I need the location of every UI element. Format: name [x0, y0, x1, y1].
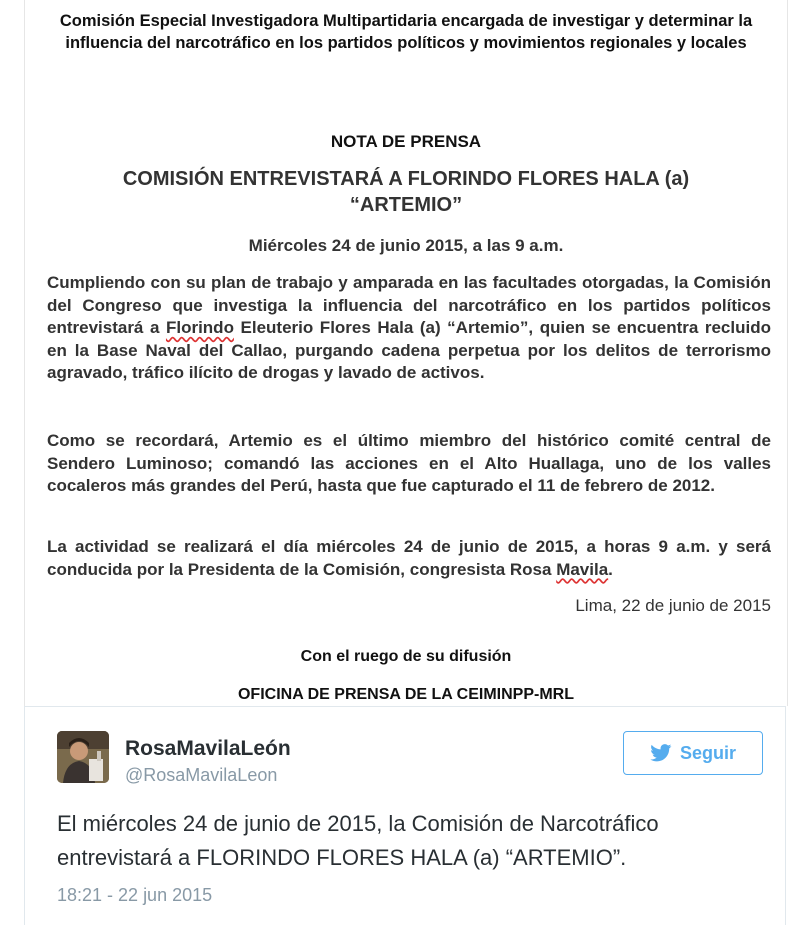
paragraph-1: [47, 272, 771, 385]
press-office-signature: OFICINA DE PRENSA DE LA CEIMINPP-MRL: [237, 686, 574, 703]
paragraph-1-end: Eleuterio Flores Hala (a) “Artemio”, quien se encuentra recluido en la Base Naval del Callao, purgando cadena perpetua por los delitos de terrorismo agravado, tráfico ilícito de drogas y lavado de activos.: [47, 318, 771, 383]
follow-button-label: Seguir: [679, 742, 736, 763]
paragraph-3: [47, 536, 771, 581]
press-release-document: [24, 0, 788, 706]
press-release-title: COMISIÓN ENTREVISTARÁ A FLORINDO FLORES HALA (a) “ARTEMIO”: [122, 168, 690, 216]
place-date: Lima, 22 de junio de 2015: [575, 596, 771, 615]
twitter-bird-icon: [650, 744, 672, 762]
paragraph-3-end: .: [608, 559, 613, 579]
avatar[interactable]: [57, 731, 109, 783]
event-date: Miércoles 24 de junio 2015, a las 9 a.m.: [248, 236, 564, 255]
paragraph-1-start: Cumpliendo con su plan de trabajo y amparada en las facultades otorgadas, la Comisión del Congreso que investiga la influencia del narcotráfico en los partidos políticos entrevistará a: [47, 273, 771, 338]
paragraph-2: Como se recordará, Artemio es el último miembro del histórico comité central de Sendero Luminoso; comandó las acciones en el Alto Huallaga, uno de los valles cocaleros más grandes del Perú, hasta que fue capturado el 11 de febrero de 2012.: [47, 431, 771, 496]
press-note-label: NOTA DE PRENSA: [330, 132, 482, 151]
user-photo-icon: [57, 731, 109, 783]
tweet-text: El miércoles 24 de junio de 2015, la Comisión de Narcotráfico entrevistará a FLORINDO FLORES HALA (a) “ARTEMIO”.: [57, 811, 659, 870]
paragraph-1-spellcheck-word: Florindo: [165, 318, 234, 338]
commission-header: Comisión Especial Investigadora Multipartidaria encargada de investigar y determinar la influencia del narcotráfico en los partidos políticos y movimientos regionales y locales: [59, 12, 753, 52]
tweet-timestamp[interactable]: 18:21 - 22 jun 2015: [57, 885, 213, 905]
tweet-card: [24, 706, 786, 925]
dissemination-request: Con el ruego de su difusión: [300, 648, 512, 665]
paragraph-3-start: La actividad se realizará el día miércoles 24 de junio de 2015, a horas 9 a.m. y será conducida por la Presidenta de la Comisión, congresista Rosa: [47, 537, 771, 579]
paragraph-3-spellcheck-word: Mavila: [556, 559, 609, 579]
tweet-display-name[interactable]: RosaMavilaLeón: [125, 737, 291, 760]
tweet-handle[interactable]: @RosaMavilaLeon: [125, 765, 278, 785]
follow-button[interactable]: [623, 731, 763, 775]
